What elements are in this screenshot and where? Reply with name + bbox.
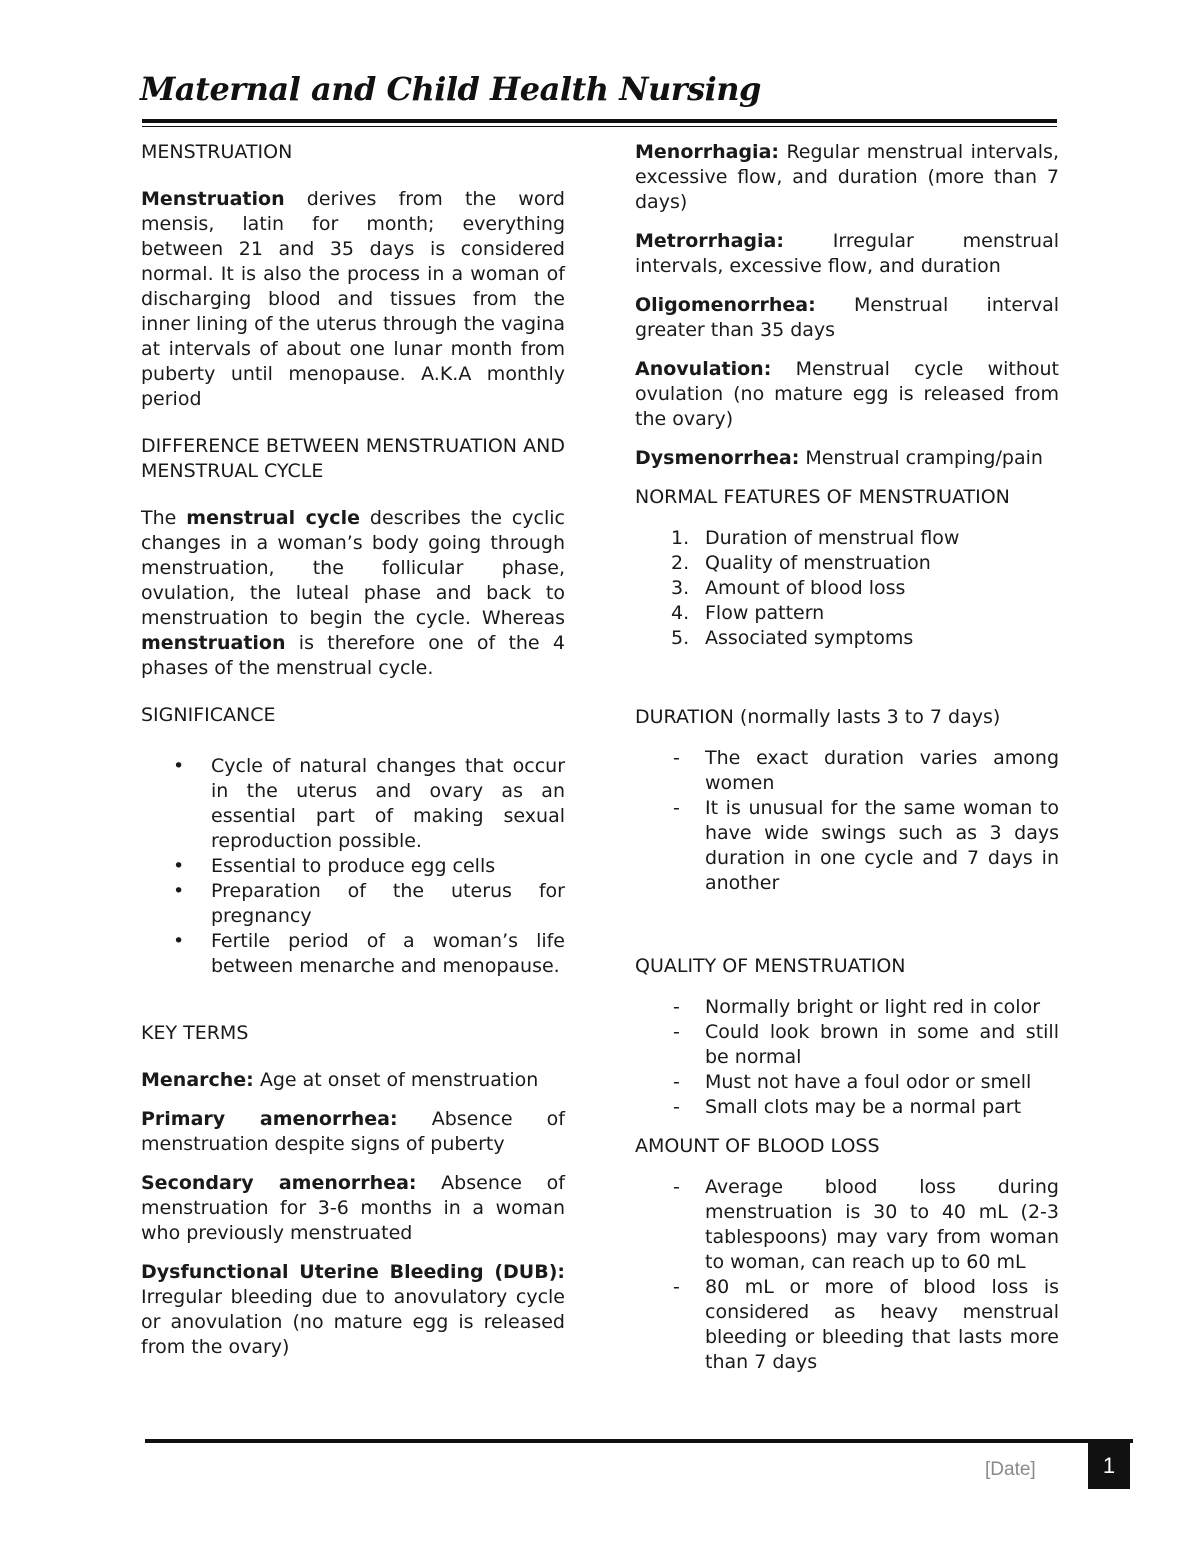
- term-menstruation-phase: menstruation: [141, 632, 286, 654]
- term-label: Menorrhagia:: [635, 141, 779, 163]
- list-item-text: Fertile period of a woman’s life between menarche and menopause.: [211, 930, 565, 977]
- list-item: [141, 879, 565, 929]
- dash-icon: -: [673, 747, 680, 769]
- list-item: [635, 1070, 1059, 1095]
- term-label: Primary amenorrhea:: [141, 1108, 398, 1130]
- list-item-text: Associated symptoms: [705, 627, 914, 649]
- list-number: 5.: [671, 627, 690, 649]
- header-rule: [142, 119, 1057, 123]
- menstruation-paragraph: [141, 187, 565, 412]
- list-number: 2.: [671, 552, 690, 574]
- list-item: [635, 1275, 1059, 1375]
- footer-rule: [145, 1439, 1133, 1443]
- list-item-text: Average blood loss during menstruation is 30 to 40 mL (2-3 tablespoons) may vary from woman to woman, can reach up to 60 mL: [705, 1176, 1059, 1273]
- term-label: Menarche:: [141, 1069, 254, 1091]
- page-number: 1: [1088, 1443, 1130, 1489]
- list-item-text: Amount of blood loss: [705, 577, 906, 599]
- bullet-icon: •: [173, 855, 185, 877]
- list-item-text: Preparation of the uterus for pregnancy: [211, 880, 565, 927]
- list-item-text: The exact duration varies among women: [705, 747, 1059, 794]
- duration-list: [635, 746, 1059, 896]
- term-label: Anovulation:: [635, 358, 772, 380]
- list-item: [635, 995, 1059, 1020]
- list-item: [635, 626, 1059, 651]
- list-item-text: Cycle of natural changes that occur in the uterus and ovary as an essential part of making sexual reproduction possible.: [211, 755, 565, 852]
- difference-text-3: is therefore one of the 4 phases of the menstrual cycle.: [141, 632, 565, 679]
- bullet-icon: •: [173, 930, 185, 952]
- right-column: [635, 140, 1059, 1375]
- list-number: 4.: [671, 602, 690, 624]
- dash-icon: -: [673, 1176, 680, 1198]
- list-number: 1.: [671, 527, 690, 549]
- section-heading-key-terms: KEY TERMS: [141, 1022, 249, 1044]
- list-item: [635, 576, 1059, 601]
- list-item: [635, 1095, 1059, 1120]
- difference-text-2: describes the cyclic changes in a woman’s body going through menstruation, the follicular phase, ovulation, the luteal phase and back to menstruation to begin the cycle. Whereas: [141, 507, 565, 629]
- list-item: [141, 929, 565, 979]
- list-item-text: It is unusual for the same woman to have wide swings such as 3 days duration in one cycle and 7 days in another: [705, 797, 1059, 894]
- significance-list: [141, 754, 565, 979]
- section-heading-normal-features: NORMAL FEATURES OF MENSTRUATION: [635, 486, 1010, 508]
- term-dysmenorrhea: [635, 446, 1059, 471]
- difference-paragraph: [141, 506, 565, 681]
- list-item-text: Flow pattern: [705, 602, 825, 624]
- term-menstruation: Menstruation: [141, 188, 285, 210]
- normal-features-list: [635, 526, 1059, 651]
- term-label: Secondary amenorrhea:: [141, 1172, 417, 1194]
- term-definition: Irregular menstrual intervals, excessive flow, and duration: [635, 230, 1059, 277]
- list-item-text: Could look brown in some and still be normal: [705, 1021, 1059, 1068]
- list-number: 3.: [671, 577, 690, 599]
- term-definition: Menstrual interval greater than 35 days: [635, 294, 1059, 341]
- term-definition: Irregular bleeding due to anovulatory cycle or anovulation (no mature egg is released from the ovary): [141, 1286, 565, 1358]
- term-label: Dysmenorrhea:: [635, 447, 800, 469]
- list-item: [635, 551, 1059, 576]
- list-item-text: Must not have a foul odor or smell: [705, 1071, 1032, 1093]
- term-label: Oligomenorrhea:: [635, 294, 816, 316]
- section-heading-significance: SIGNIFICANCE: [141, 704, 276, 726]
- term-definition: Age at onset of menstruation: [253, 1069, 539, 1091]
- list-item: [635, 601, 1059, 626]
- term-definition: Absence of menstruation despite signs of puberty: [141, 1108, 565, 1155]
- term-definition: Regular menstrual intervals, excessive flow, and duration (more than 7 days): [635, 141, 1059, 213]
- term-label: Metrorrhagia:: [635, 230, 784, 252]
- dash-icon: -: [673, 1276, 680, 1298]
- term-definition: Absence of menstruation for 3-6 months in a woman who previously menstruated: [141, 1172, 565, 1244]
- dash-icon: -: [673, 996, 680, 1018]
- dash-icon: -: [673, 1021, 680, 1043]
- document-header-title: Maternal and Child Health Nursing: [140, 70, 761, 108]
- section-heading-blood-loss: AMOUNT OF BLOOD LOSS: [635, 1135, 880, 1157]
- term-definition: Menstrual cycle without ovulation (no mature egg is released from the ovary): [635, 358, 1059, 430]
- list-item: [635, 746, 1059, 796]
- list-item-text: Normally bright or light red in color: [705, 996, 1041, 1018]
- section-heading-menstruation: MENSTRUATION: [141, 141, 293, 163]
- dash-icon: -: [673, 1071, 680, 1093]
- difference-text-1: The: [141, 507, 187, 529]
- list-item: [635, 1175, 1059, 1275]
- section-heading-duration: DURATION (normally lasts 3 to 7 days): [635, 706, 1001, 728]
- section-heading-difference: DIFFERENCE BETWEEN MENSTRUATION AND MENSTRUAL CYCLE: [141, 435, 565, 482]
- key-term-menarche: [141, 1068, 565, 1093]
- header-rule-thin: [142, 126, 1057, 127]
- menstruation-definition: derives from the word mensis, latin for month; everything between 21 and 35 days is considered normal. It is also the process in a woman of discharging blood and tissues from the inner lining of the uterus through the vagina at intervals of about one lunar month from puberty until menopause. A.K.A monthly period: [141, 188, 565, 410]
- bullet-icon: •: [173, 755, 185, 777]
- dash-icon: -: [673, 1096, 680, 1118]
- term-menorrhagia: [635, 140, 1059, 215]
- term-oligomenorrhea: [635, 293, 1059, 343]
- bullet-icon: •: [173, 880, 185, 902]
- term-metrorrhagia: [635, 229, 1059, 279]
- list-item-text: Duration of menstrual flow: [705, 527, 960, 549]
- term-definition: Menstrual cramping/pain: [799, 447, 1043, 469]
- list-item-text: Essential to produce egg cells: [211, 855, 496, 877]
- quality-list: [635, 995, 1059, 1120]
- left-column: [141, 140, 565, 1374]
- section-heading-quality: QUALITY OF MENSTRUATION: [635, 955, 906, 977]
- list-item-text: 80 mL or more of blood loss is considered as heavy menstrual bleeding or bleeding that lasts more than 7 days: [705, 1276, 1059, 1373]
- key-term-secondary-amenorrhea: [141, 1171, 565, 1246]
- dash-icon: -: [673, 797, 680, 819]
- term-anovulation: [635, 357, 1059, 432]
- list-item: [635, 1020, 1059, 1070]
- list-item-text: Quality of menstruation: [705, 552, 931, 574]
- key-term-primary-amenorrhea: [141, 1107, 565, 1157]
- term-label: Dysfunctional Uterine Bleeding (DUB):: [141, 1261, 565, 1283]
- list-item: [141, 854, 565, 879]
- list-item: [141, 754, 565, 854]
- blood-loss-list: [635, 1175, 1059, 1375]
- list-item: [635, 526, 1059, 551]
- key-term-dub: [141, 1260, 565, 1360]
- list-item-text: Small clots may be a normal part: [705, 1096, 1022, 1118]
- footer-date: [Date]: [985, 1459, 1036, 1480]
- list-item: [635, 796, 1059, 896]
- term-menstrual-cycle: menstrual cycle: [186, 507, 360, 529]
